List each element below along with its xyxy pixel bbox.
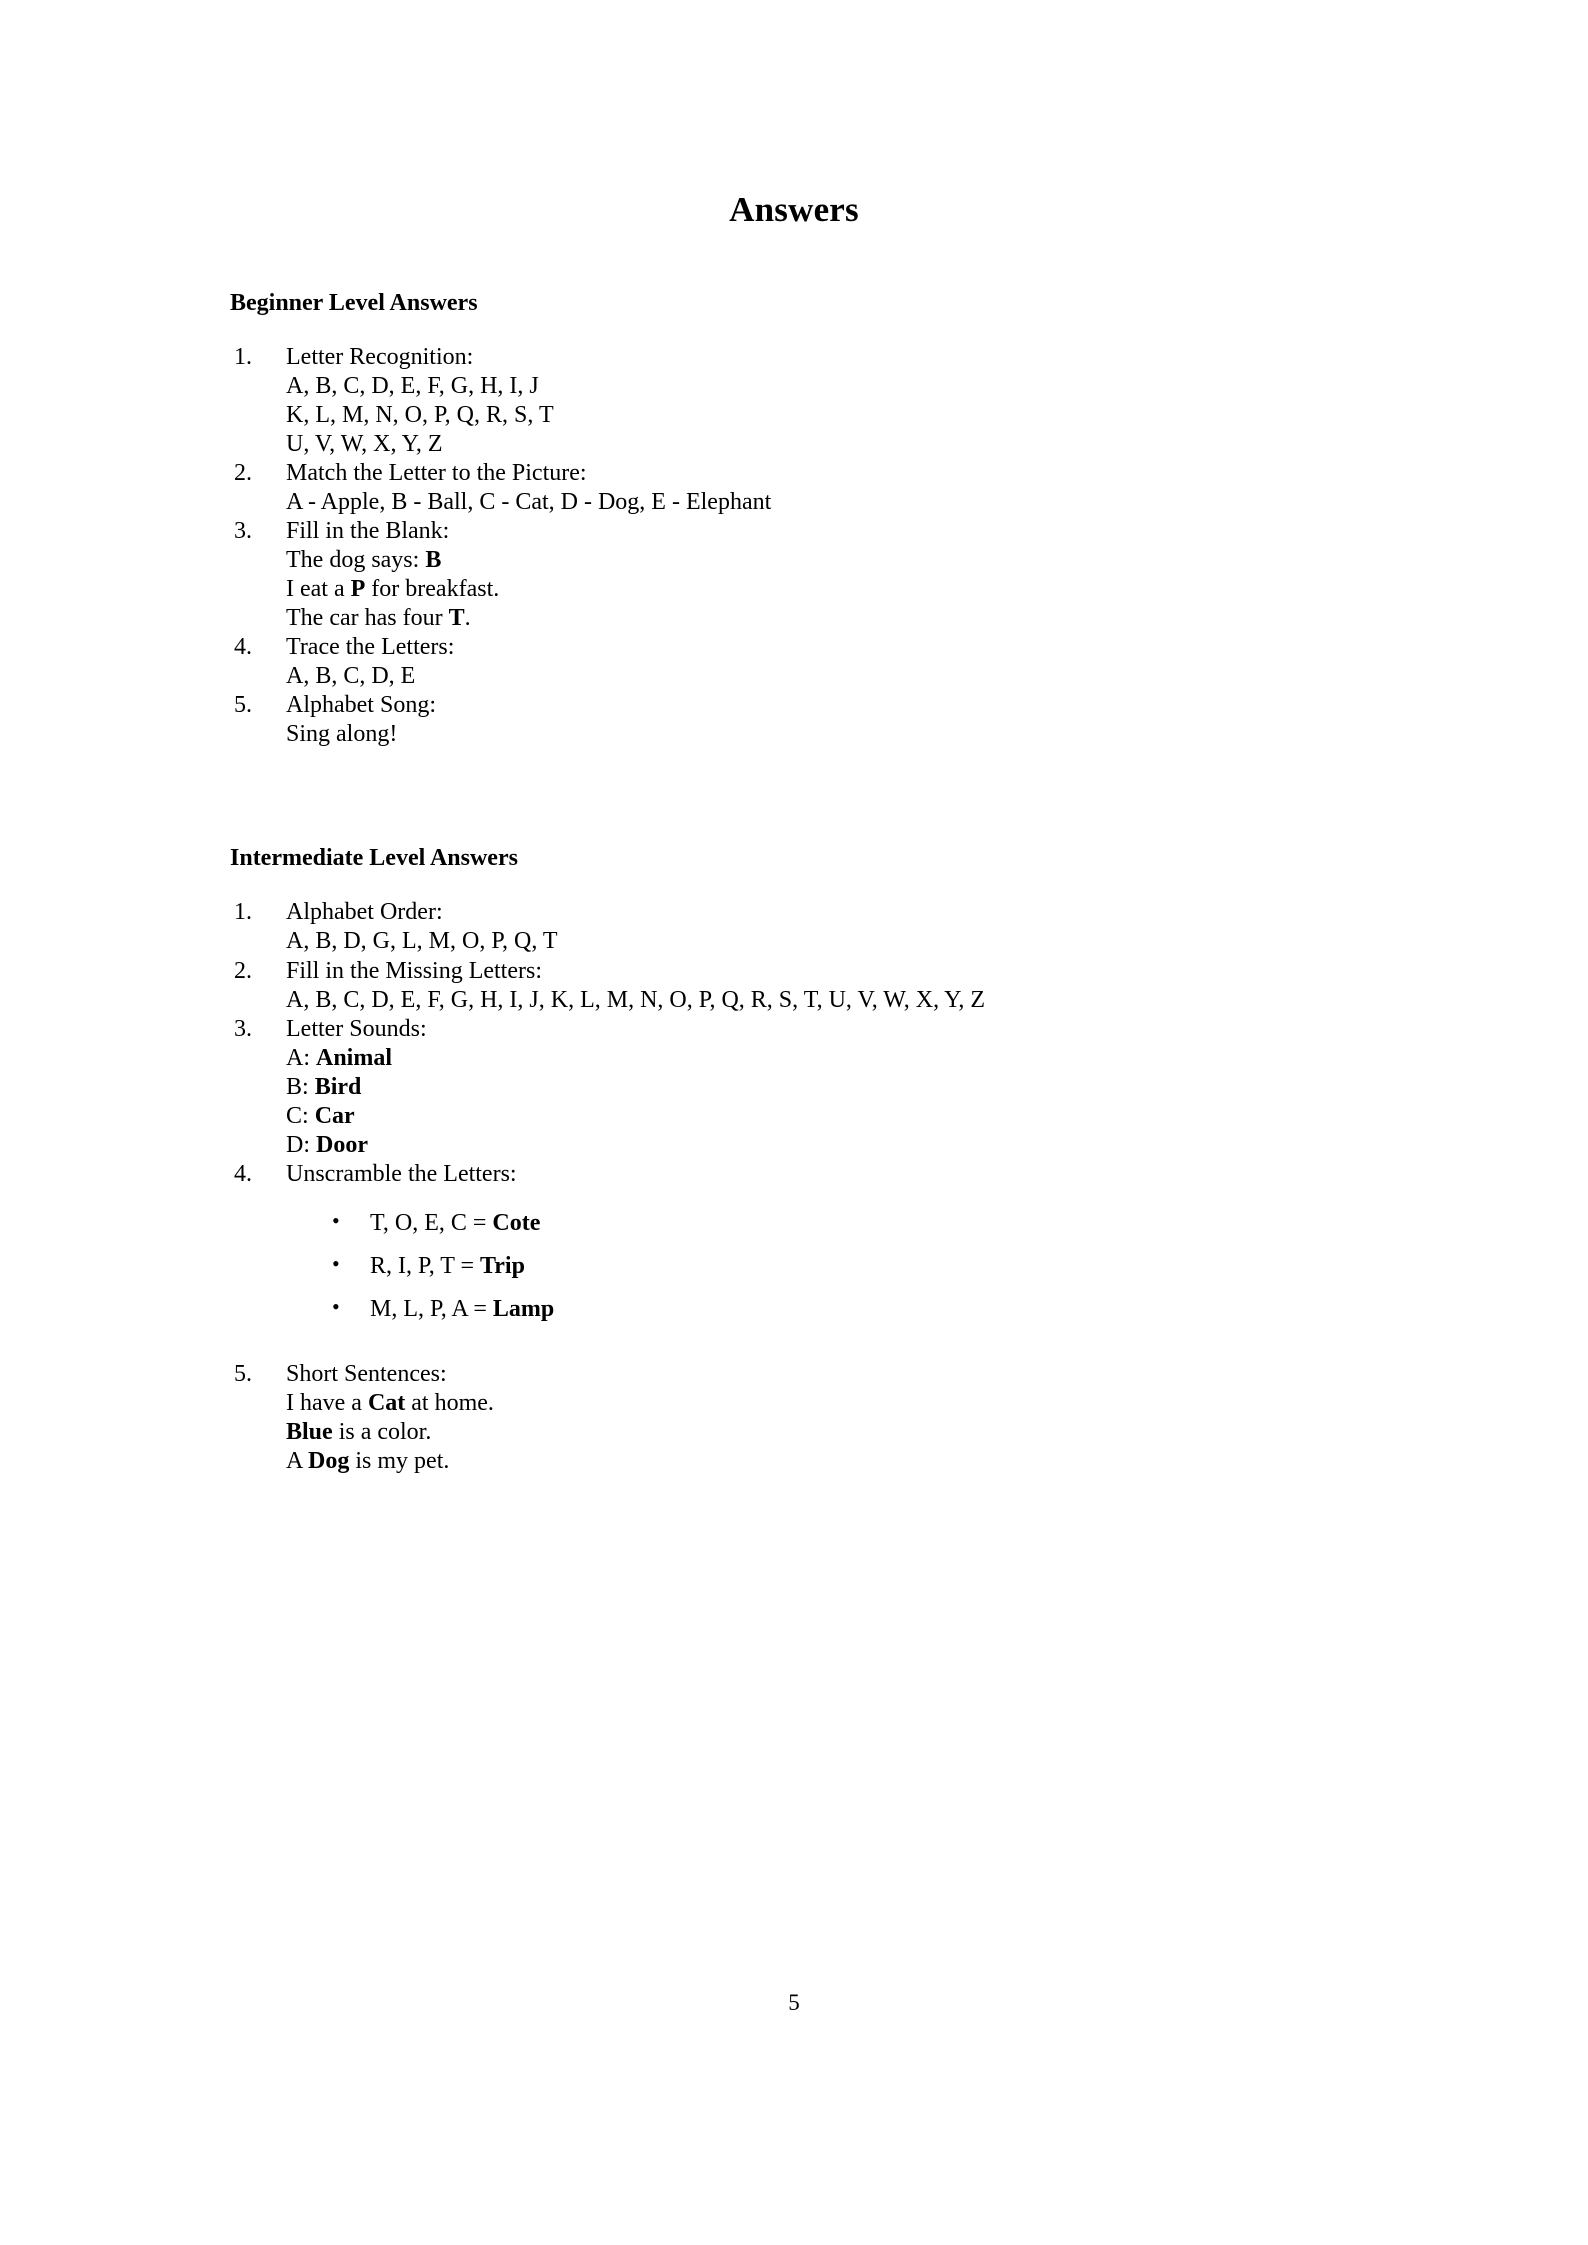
list-item-detail (286, 575, 1358, 604)
section-beginner (230, 290, 1358, 749)
answer-list-beginner (230, 343, 1358, 749)
text-fragment: A (286, 1447, 309, 1474)
text-fragment: B: (286, 1073, 315, 1100)
list-item-number: 5. (234, 1360, 252, 1387)
page-number: 5 (788, 1990, 800, 2015)
list-spacer (230, 1338, 1358, 1360)
text-fragment: R, I, P, T = (370, 1252, 481, 1279)
list-item-number: 2. (234, 460, 252, 487)
answer-list-intermediate (230, 898, 1358, 1476)
list-item-label: Unscramble the Letters: (286, 1160, 517, 1187)
list-item-label: Fill in the Blank: (286, 518, 450, 545)
answer-bold: T (448, 605, 465, 632)
text-fragment: at home. (405, 1389, 494, 1416)
section-heading: Beginner Level Answers (230, 290, 478, 316)
list-item (230, 1160, 1358, 1324)
text-fragment: D: (286, 1131, 316, 1158)
list-item-detail: Sing along! (286, 721, 398, 748)
text-fragment: is a color. (332, 1418, 432, 1445)
list-item-detail: A, B, D, G, L, M, O, P, Q, T (286, 928, 558, 955)
section-spacer (230, 749, 1358, 845)
list-item-detail: A, B, C, D, E, F, G, H, I, J, K, L, M, N, O, P, Q, R, S, T, U, V, W, X, Y, Z (286, 986, 986, 1013)
answer-bold: Lamp (492, 1295, 555, 1322)
text-fragment: The dog says: (286, 547, 426, 574)
text-fragment: C: (286, 1102, 315, 1129)
list-item-label: Short Sentences: (286, 1360, 447, 1387)
list-item-detail: A, B, C, D, E (286, 663, 416, 690)
text-fragment: A: (286, 1044, 316, 1071)
list-item-detail (286, 546, 1358, 575)
answer-bold: Cat (367, 1389, 406, 1416)
list-item (230, 1015, 1358, 1160)
list-item-detail (286, 1073, 1358, 1102)
list-item-detail (286, 1044, 1358, 1073)
list-item-detail (286, 1447, 1358, 1476)
list-item (230, 957, 1358, 1015)
list-item (332, 1252, 1358, 1281)
list-item-detail (286, 1131, 1358, 1160)
list-item (332, 1209, 1358, 1238)
list-item-label: Alphabet Song: (286, 692, 436, 719)
text-fragment: I have a (286, 1389, 368, 1416)
list-item (230, 633, 1358, 691)
list-item-label: Alphabet Order: (286, 899, 443, 926)
list-item-number: 1. (234, 344, 252, 370)
bullet-icon: • (332, 1207, 340, 1233)
list-item-detail: K, L, M, N, O, P, Q, R, S, T (286, 402, 554, 429)
list-item-number: 4. (234, 1160, 252, 1187)
list-item (230, 1360, 1358, 1476)
text-fragment: . (464, 605, 471, 632)
text-fragment: The car has four (286, 605, 449, 632)
list-item-number: 3. (234, 518, 252, 545)
answer-bold: Blue (286, 1418, 333, 1445)
answer-bold: Cote (492, 1209, 541, 1236)
list-item (230, 517, 1358, 633)
answer-bold: B (425, 547, 442, 574)
list-item-label: Letter Sounds: (286, 1015, 427, 1042)
section-heading: Intermediate Level Answers (230, 845, 518, 872)
list-item-number: 5. (234, 692, 252, 719)
list-item-label: Letter Recognition: (286, 344, 474, 370)
answer-bold: Trip (480, 1252, 525, 1279)
list-item (230, 343, 1358, 459)
list-item-detail (286, 1102, 1358, 1131)
bullet-icon: • (332, 1293, 340, 1319)
list-item-number: 4. (234, 634, 252, 661)
answer-bold: P (350, 576, 366, 603)
list-item-detail (286, 604, 1358, 633)
list-item-detail: A - Apple, B - Ball, C - Cat, D - Dog, E - Elephant (286, 489, 772, 516)
list-item-label: Match the Letter to the Picture: (286, 460, 587, 487)
text-fragment: M, L, P, A = (370, 1295, 493, 1322)
list-item-label: Trace the Letters: (286, 634, 455, 661)
answer-bold: Dog (308, 1447, 350, 1474)
unscramble-bullet-list (286, 1209, 1358, 1324)
list-item-detail (286, 1418, 1358, 1447)
text-fragment: for breakfast. (365, 576, 500, 603)
list-item-detail (286, 1389, 1358, 1418)
answer-bold: Car (314, 1102, 355, 1129)
list-item (332, 1295, 1358, 1324)
list-item (230, 898, 1358, 956)
list-item-number: 3. (234, 1015, 252, 1042)
answer-bold: Door (316, 1131, 368, 1158)
answer-bold: Bird (314, 1073, 362, 1100)
list-item-number: 1. (234, 899, 252, 926)
list-item-detail: U, V, W, X, Y, Z (286, 431, 443, 458)
text-fragment: T, O, E, C = (370, 1209, 493, 1236)
section-intermediate (230, 845, 1358, 1476)
list-item (230, 459, 1358, 517)
list-item (230, 691, 1358, 749)
list-item-detail: A, B, C, D, E, F, G, H, I, J (286, 373, 539, 400)
list-item-label: Fill in the Missing Letters: (286, 957, 542, 984)
text-fragment: I eat a (286, 576, 351, 603)
page-title: Answers (729, 190, 859, 229)
list-item-number: 2. (234, 957, 252, 984)
bullet-icon: • (332, 1250, 340, 1276)
answer-bold: Animal (316, 1044, 393, 1071)
text-fragment: is my pet. (349, 1447, 450, 1474)
